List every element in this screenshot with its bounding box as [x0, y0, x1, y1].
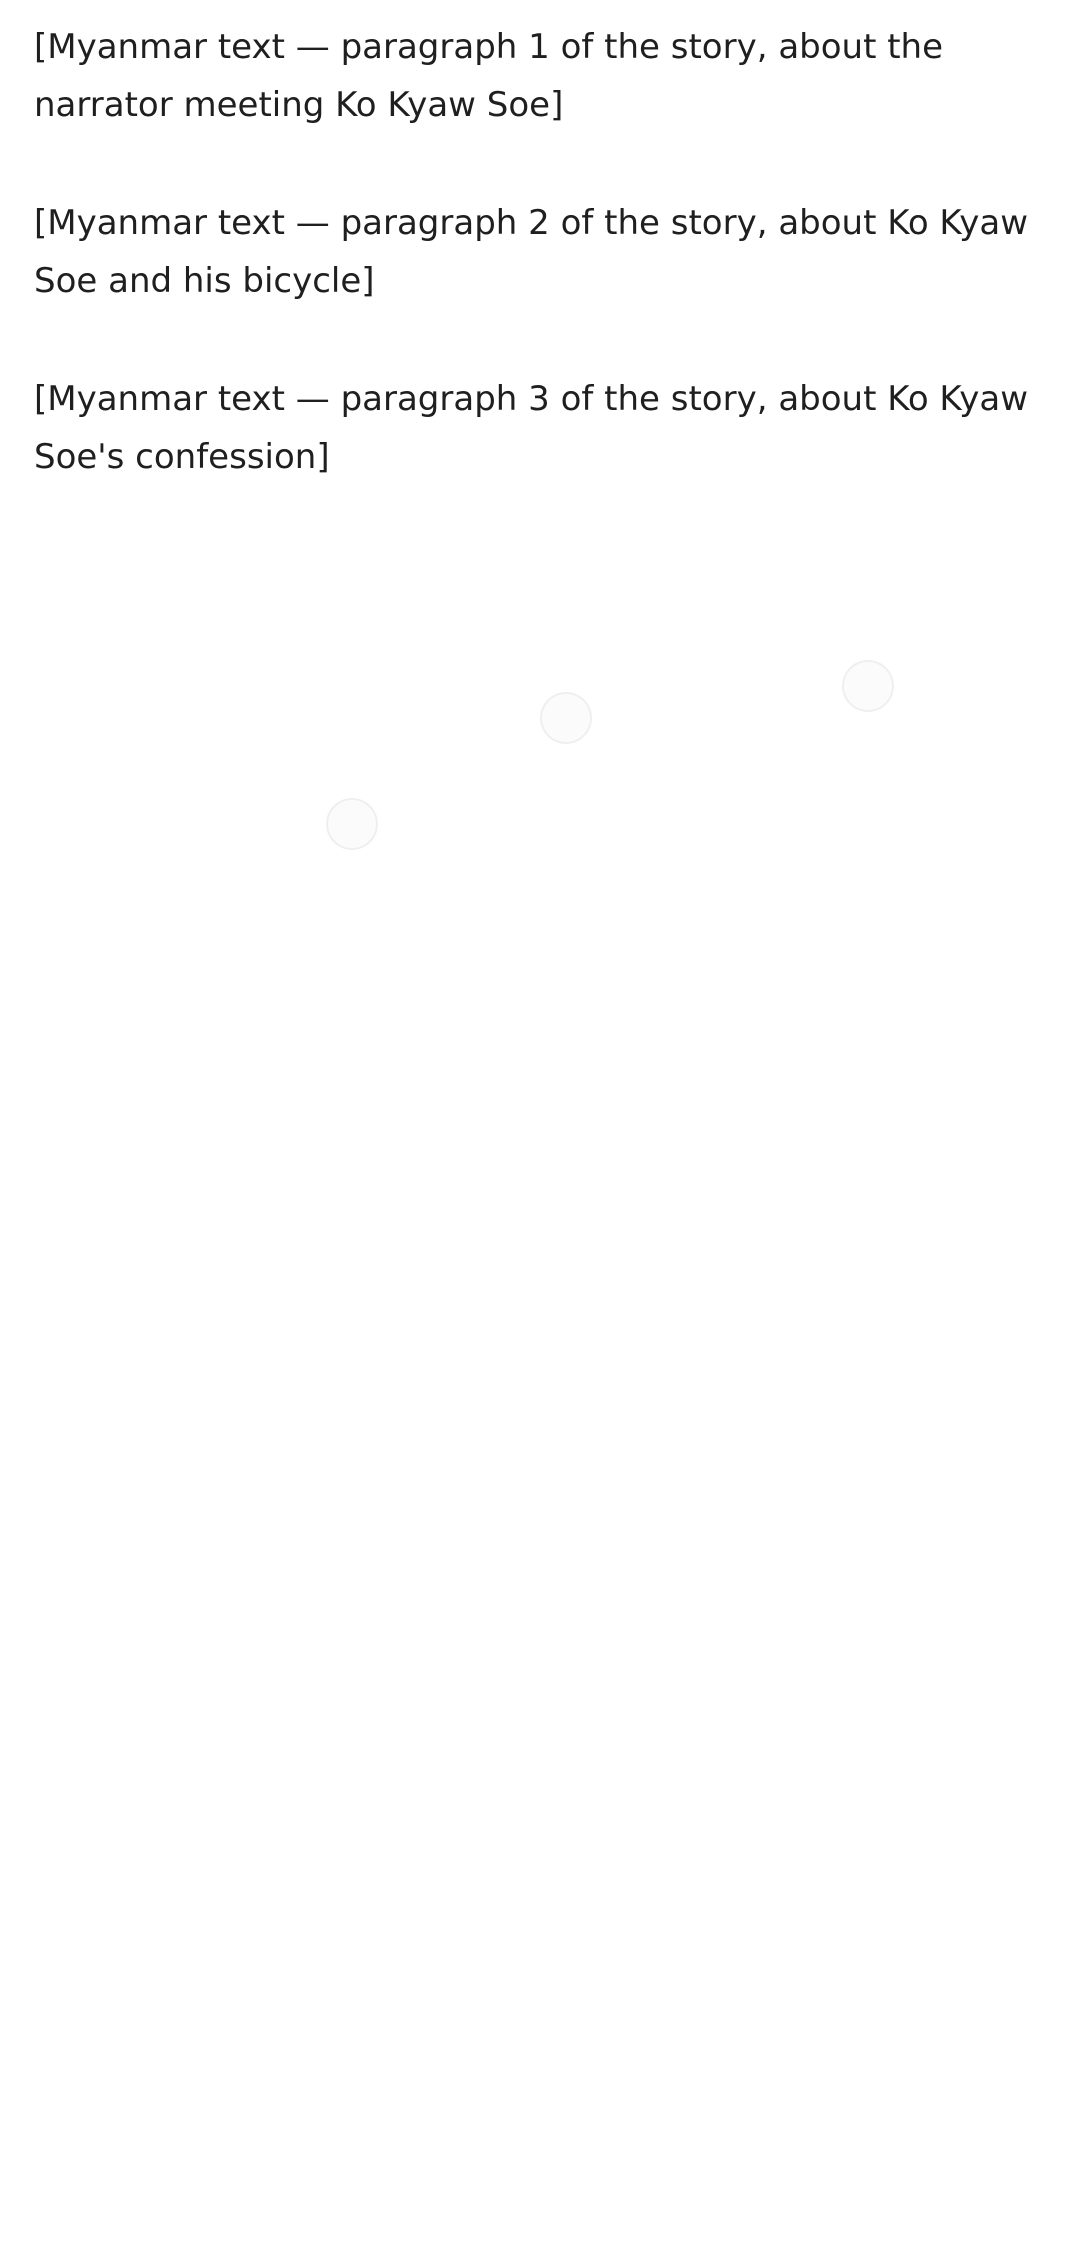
- touch-ripple-artifact: [842, 660, 894, 712]
- touch-ripple-artifact: [326, 798, 378, 850]
- story-paragraph-2: [Myanmar text — paragraph 2 of the story, about Ko Kyaw Soe and his bicycle]: [34, 203, 1029, 301]
- paragraph-spacer: [34, 134, 1046, 194]
- bottom-edge-fade: [0, 2233, 1080, 2263]
- story-paragraph-1: [Myanmar text — paragraph 1 of the story, about the narrator meeting Ko Kyaw Soe]: [34, 27, 944, 125]
- story-paragraph-3: [Myanmar text — paragraph 3 of the story, about Ko Kyaw Soe's confession]: [34, 379, 1029, 477]
- touch-ripple-artifact: [540, 692, 592, 744]
- paragraph-spacer: [34, 310, 1046, 370]
